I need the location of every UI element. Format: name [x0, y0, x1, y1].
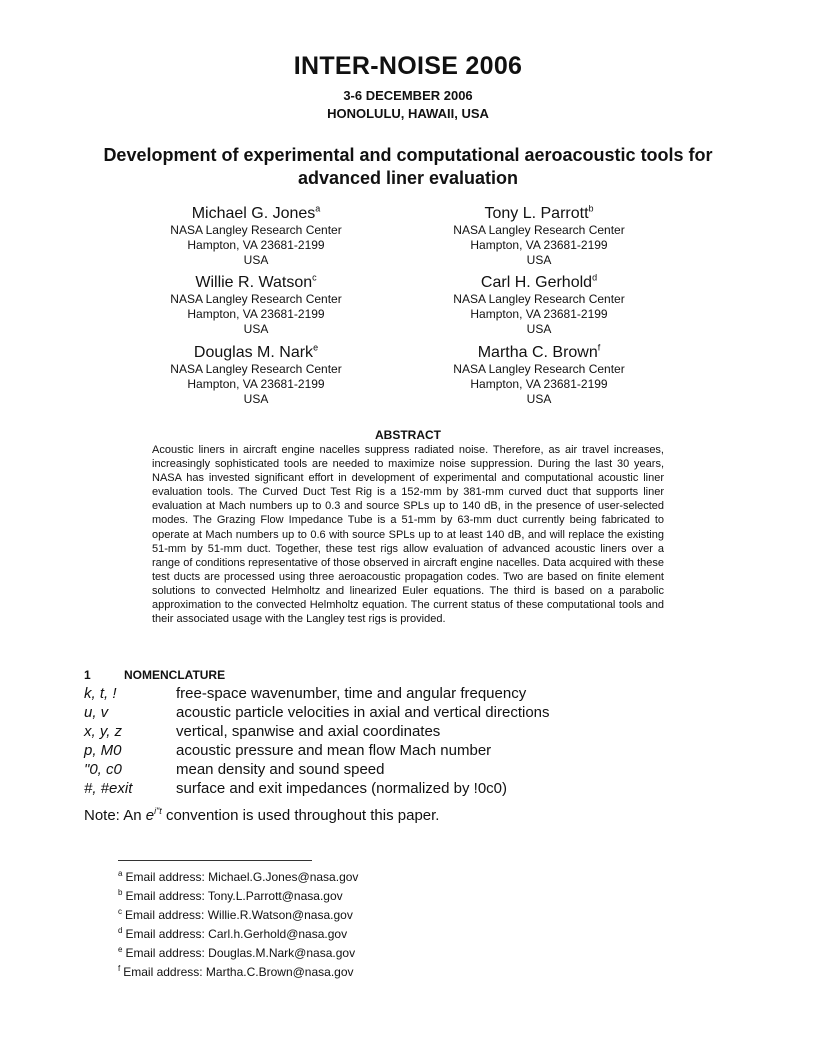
footnote-divider — [118, 860, 312, 861]
author-block — [409, 204, 669, 268]
author-country: USA — [526, 322, 552, 336]
footnote: $^b$ Email address: Tony.L.Parrott@nasa.gov — [118, 888, 343, 903]
footnote: $^f$ Email address: Martha.C.Brown@nasa.gov — [118, 964, 354, 979]
nomenclature-definition: acoustic particle velocities in axial and vertical directions — [176, 704, 550, 721]
nomenclature-symbol: u, v — [84, 704, 109, 721]
author-city: Hampton, VA 23681-2199 — [470, 307, 608, 321]
nomenclature-row — [84, 703, 704, 722]
footnote: $^a$ Email address: Michael.G.Jones@nasa.gov — [118, 869, 359, 884]
author-city: Hampton, VA 23681-2199 — [187, 307, 325, 321]
author-block — [409, 273, 669, 337]
abstract-heading: ABSTRACT — [375, 428, 441, 442]
conference-dates: 3-6 DECEMBER 2006 — [343, 88, 473, 103]
nomenclature-definition: free-space wavenumber, time and angular frequency — [176, 685, 527, 702]
author-org: NASA Langley Research Center — [453, 362, 625, 376]
nomenclature-row — [84, 741, 704, 760]
author-block — [409, 343, 669, 407]
nomenclature-symbol: x, y, z — [84, 723, 123, 740]
abstract-body: Acoustic liners in aircraft engine nacelles suppress radiated noise. Therefore, as air travel increases, increasingly sophisticated tools are needed to maximize noise suppression. During the last 30 years, NASA has invested significant effort in development of experimental and computational acoustic liner evaluation tools. The Curved Duct Test Rig is a 152-mm by 381-mm curved duct that supports liner evaluation at Mach numbers up to 0.3 and source SPLs up to 140 dB, in the presence of user-selected modes. The Grazing Flow Impedance Tube is a 51-mm by 63-mm duct currently being fabricated to operate at Mach numbers up to 0.6 with source SPLs up to at least 140 dB, and will replace the existing 51-mm by 51-mm duct. Together, these test rigs allow evaluation of advanced acoustic liners over a range of conditions representative of those observed in aircraft engine nacelles. Data acquired with these test ducts are processed using three aeroacoustic propagation codes. Two are based on finite element solutions to convected Helmholtz and linearized Euler equations. The third is based on a parabolic approximation to the convected Helmholtz equation. The current status of these computational tools and their associated usage with the Langley test rigs is provided. — [152, 444, 664, 626]
paper-title: Development of experimental and computational aeroacoustic tools for advanced liner evaluation — [103, 145, 713, 188]
footnote: $^e$ Email address: Douglas.M.Nark@nasa.gov — [118, 945, 356, 960]
author-org: NASA Langley Research Center — [453, 223, 625, 237]
author-org: NASA Langley Research Center — [170, 223, 342, 237]
author-block — [126, 343, 386, 407]
author-name: Martha C. Brown$^f$ — [477, 342, 601, 361]
nomenclature-definition: vertical, spanwise and axial coordinates — [176, 723, 441, 740]
author-block — [126, 204, 386, 268]
nomenclature-row — [84, 684, 704, 703]
section-heading — [84, 668, 225, 682]
author-city: Hampton, VA 23681-2199 — [470, 377, 608, 391]
author-name: Carl H. Gerhold$^d$ — [480, 272, 598, 291]
author-country: USA — [526, 392, 552, 406]
author-name: Tony L. Parrott$^b$ — [484, 203, 594, 222]
section-number: 1 — [84, 668, 91, 682]
nomenclature-row — [84, 760, 704, 779]
footnotes — [118, 866, 518, 980]
author-org: NASA Langley Research Center — [453, 292, 625, 306]
author-block — [126, 273, 386, 337]
footnote: $^d$ Email address: Carl.h.Gerhold@nasa.gov — [118, 926, 348, 941]
author-name: Michael G. Jones$^a$ — [191, 203, 321, 222]
nomenclature-symbol: k, t, ! — [84, 685, 117, 702]
conference-name: INTER-NOISE 2006 — [293, 52, 523, 80]
nomenclature-definition: surface and exit impedances (normalized by !0c0) — [176, 780, 507, 797]
nomenclature-row — [84, 779, 704, 798]
nomenclature-definition: acoustic pressure and mean flow Mach number — [176, 742, 492, 759]
author-name: Douglas M. Nark$^e$ — [193, 342, 319, 361]
section-title: NOMENCLATURE — [124, 668, 226, 682]
author-city: Hampton, VA 23681-2199 — [187, 377, 325, 391]
author-name: Willie R. Watson$^c$ — [195, 272, 317, 291]
author-country: USA — [243, 253, 269, 267]
footnote: $^c$ Email address: Willie.R.Watson@nasa.gov — [118, 907, 353, 922]
exponential-term: $e^{i"t}$ — [145, 806, 162, 824]
conference-location: HONOLULU, HAWAII, USA — [327, 106, 489, 121]
nomenclature-row — [84, 722, 704, 741]
nomenclature-symbol: p, M0 — [84, 742, 122, 759]
author-country: USA — [243, 392, 269, 406]
convention-note: Note: An $e^{i"t}$ convention is used throughout this paper. — [84, 806, 440, 824]
author-city: Hampton, VA 23681-2199 — [187, 238, 325, 252]
author-org: NASA Langley Research Center — [170, 362, 342, 376]
author-city: Hampton, VA 23681-2199 — [470, 238, 608, 252]
author-org: NASA Langley Research Center — [170, 292, 342, 306]
author-country: USA — [243, 322, 269, 336]
nomenclature-symbol: "0, c0 — [84, 761, 122, 778]
author-country: USA — [526, 253, 552, 267]
nomenclature-definition: mean density and sound speed — [176, 761, 385, 778]
nomenclature-list — [84, 684, 704, 798]
nomenclature-symbol: #, #exit — [84, 780, 133, 797]
